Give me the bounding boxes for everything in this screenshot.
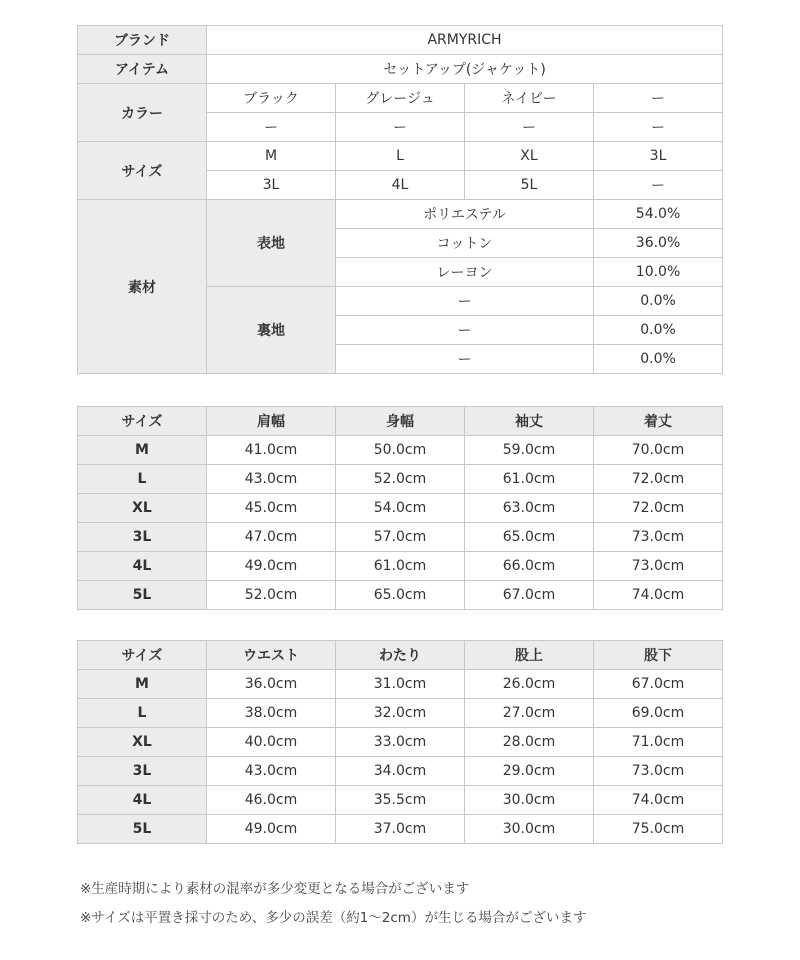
table-cell: 63.0cm	[465, 494, 594, 523]
size-value: 5L	[465, 171, 594, 200]
table-row	[78, 786, 723, 815]
size-cell: L	[78, 699, 207, 728]
note-material: ※生産時期により素材の混率が多少変更となる場合がございます	[80, 881, 470, 897]
material-name: ー	[336, 287, 594, 316]
table-cell: 50.0cm	[336, 436, 465, 465]
note-measurement: ※サイズは平置き採寸のため、多少の誤差（約1～2cm）が生じる場合がございます	[80, 910, 587, 926]
column-header: サイズ	[78, 641, 207, 670]
size-value: L	[336, 142, 465, 171]
notes	[80, 875, 586, 933]
size-cell: XL	[78, 728, 207, 757]
table-cell: 32.0cm	[336, 699, 465, 728]
size-cell: 5L	[78, 815, 207, 844]
column-header: 股上	[465, 641, 594, 670]
size-cell: 5L	[78, 581, 207, 610]
size-value: M	[207, 142, 336, 171]
color-value: ー	[336, 113, 465, 142]
material-name: ー	[336, 316, 594, 345]
table-cell: 30.0cm	[465, 786, 594, 815]
material-name: レーヨン	[336, 258, 594, 287]
table-cell: 74.0cm	[594, 786, 723, 815]
size-value: ー	[594, 171, 723, 200]
item-row	[78, 55, 723, 84]
table-cell: 29.0cm	[465, 757, 594, 786]
item-value: セットアップ(ジャケット)	[207, 55, 723, 84]
table-cell: 45.0cm	[207, 494, 336, 523]
material-label: 素材	[78, 200, 207, 374]
table-cell: 37.0cm	[336, 815, 465, 844]
table-cell: 72.0cm	[594, 465, 723, 494]
table-cell: 74.0cm	[594, 581, 723, 610]
table-cell: 52.0cm	[336, 465, 465, 494]
column-header: ウエスト	[207, 641, 336, 670]
column-header: 肩幅	[207, 407, 336, 436]
table-cell: 67.0cm	[594, 670, 723, 699]
column-header: 股下	[594, 641, 723, 670]
table-row	[78, 494, 723, 523]
pants-size-table	[77, 640, 723, 844]
table-cell: 43.0cm	[207, 757, 336, 786]
table-cell: 35.5cm	[336, 786, 465, 815]
material-row	[78, 200, 723, 229]
table-cell: 41.0cm	[207, 436, 336, 465]
material-name: ー	[336, 345, 594, 374]
table-cell: 57.0cm	[336, 523, 465, 552]
table-cell: 75.0cm	[594, 815, 723, 844]
table-cell: 73.0cm	[594, 757, 723, 786]
table-row	[78, 552, 723, 581]
table-header-row	[78, 641, 723, 670]
color-row	[78, 84, 723, 113]
table-cell: 27.0cm	[465, 699, 594, 728]
table-cell: 54.0cm	[336, 494, 465, 523]
size-cell: M	[78, 670, 207, 699]
column-header: 袖丈	[465, 407, 594, 436]
table-row	[78, 757, 723, 786]
table-cell: 59.0cm	[465, 436, 594, 465]
table-cell: 69.0cm	[594, 699, 723, 728]
table-cell: 47.0cm	[207, 523, 336, 552]
column-header: 着丈	[594, 407, 723, 436]
table-cell: 46.0cm	[207, 786, 336, 815]
size-value: 3L	[207, 171, 336, 200]
lining-label: 裏地	[207, 287, 336, 374]
size-cell: L	[78, 465, 207, 494]
column-header: 身幅	[336, 407, 465, 436]
material-pct: 0.0%	[594, 287, 723, 316]
column-header: わたり	[336, 641, 465, 670]
table-cell: 49.0cm	[207, 552, 336, 581]
table-cell: 33.0cm	[336, 728, 465, 757]
table-cell: 43.0cm	[207, 465, 336, 494]
table-cell: 65.0cm	[465, 523, 594, 552]
size-value: 4L	[336, 171, 465, 200]
table-cell: 61.0cm	[465, 465, 594, 494]
brand-label: ブランド	[78, 26, 207, 55]
table-row	[78, 699, 723, 728]
table-cell: 70.0cm	[594, 436, 723, 465]
color-value: ー	[207, 113, 336, 142]
size-cell: 3L	[78, 757, 207, 786]
size-row	[78, 142, 723, 171]
size-cell: M	[78, 436, 207, 465]
outer-label: 表地	[207, 200, 336, 287]
size-cell: 4L	[78, 552, 207, 581]
color-value: グレージュ	[336, 84, 465, 113]
table-cell: 61.0cm	[336, 552, 465, 581]
material-pct: 36.0%	[594, 229, 723, 258]
spec-table	[77, 25, 723, 374]
size-cell: 4L	[78, 786, 207, 815]
material-name: コットン	[336, 229, 594, 258]
table-cell: 73.0cm	[594, 523, 723, 552]
table-cell: 38.0cm	[207, 699, 336, 728]
table-cell: 73.0cm	[594, 552, 723, 581]
material-pct: 54.0%	[594, 200, 723, 229]
table-cell: 36.0cm	[207, 670, 336, 699]
table-cell: 65.0cm	[336, 581, 465, 610]
size-value: 3L	[594, 142, 723, 171]
table-cell: 28.0cm	[465, 728, 594, 757]
table-cell: 52.0cm	[207, 581, 336, 610]
color-value: ー	[594, 84, 723, 113]
color-label: カラー	[78, 84, 207, 142]
material-pct: 10.0%	[594, 258, 723, 287]
table-cell: 67.0cm	[465, 581, 594, 610]
color-value: ー	[465, 113, 594, 142]
color-value: ネイビー	[465, 84, 594, 113]
table-cell: 40.0cm	[207, 728, 336, 757]
size-cell: XL	[78, 494, 207, 523]
size-value: XL	[465, 142, 594, 171]
table-cell: 71.0cm	[594, 728, 723, 757]
table-cell: 26.0cm	[465, 670, 594, 699]
material-pct: 0.0%	[594, 345, 723, 374]
column-header: サイズ	[78, 407, 207, 436]
table-row	[78, 581, 723, 610]
table-cell: 31.0cm	[336, 670, 465, 699]
brand-row	[78, 26, 723, 55]
table-header-row	[78, 407, 723, 436]
color-value: ー	[594, 113, 723, 142]
table-row	[78, 815, 723, 844]
table-cell: 49.0cm	[207, 815, 336, 844]
table-row	[78, 728, 723, 757]
table-cell: 30.0cm	[465, 815, 594, 844]
table-cell: 66.0cm	[465, 552, 594, 581]
item-label: アイテム	[78, 55, 207, 84]
table-row	[78, 436, 723, 465]
jacket-size-table	[77, 406, 723, 610]
table-cell: 72.0cm	[594, 494, 723, 523]
size-cell: 3L	[78, 523, 207, 552]
table-row	[78, 465, 723, 494]
brand-value: ARMYRICH	[207, 26, 723, 55]
material-name: ポリエステル	[336, 200, 594, 229]
size-label: サイズ	[78, 142, 207, 200]
table-row	[78, 523, 723, 552]
table-row	[78, 670, 723, 699]
table-cell: 34.0cm	[336, 757, 465, 786]
color-value: ブラック	[207, 84, 336, 113]
material-pct: 0.0%	[594, 316, 723, 345]
